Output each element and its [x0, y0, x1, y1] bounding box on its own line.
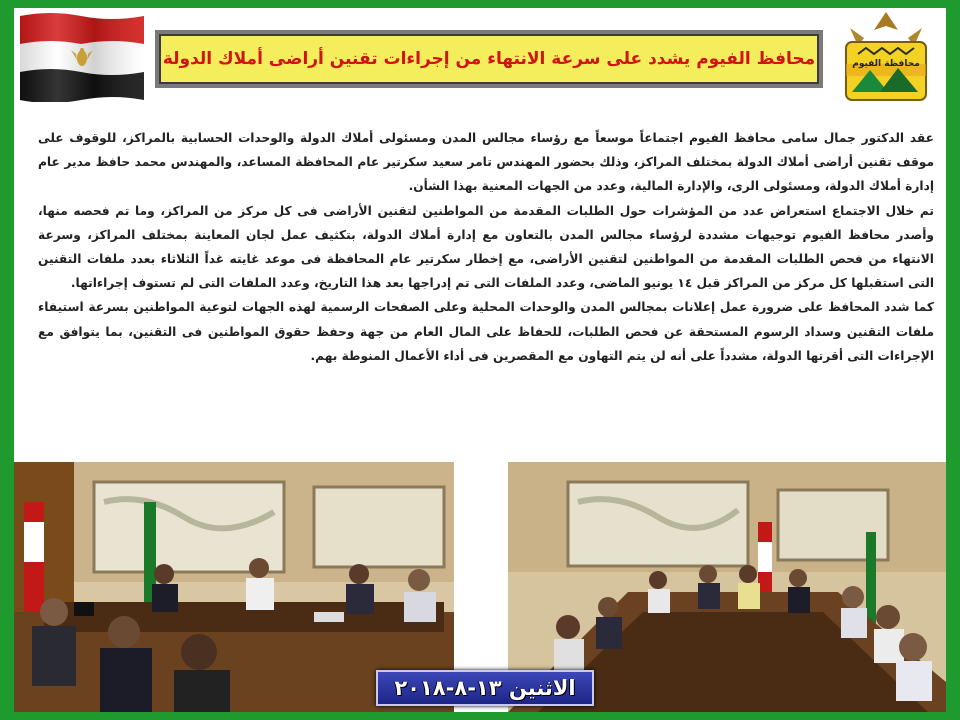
page-frame: [14, 8, 946, 712]
date-label: الاثنين ١٣-٨-٢٠١٨: [394, 676, 576, 700]
headline-banner: [155, 30, 823, 88]
logo-lettering: محافظة الفيوم: [852, 59, 920, 69]
article-body: [38, 126, 934, 368]
fayoum-governorate-logo: [830, 8, 942, 108]
date-banner: [376, 670, 594, 706]
paragraph-1: عقد الدكتور جمال سامى محافظ الفيوم اجتماعاً موسعاً مع رؤساء مجالس المدن ومسئولى أملاك الدولة والوحدات الحسابية بالمراكز، للوقوف على موقف تقنين أراضى أملاك الدولة بمختلف المراكز، وذلك بحضور المهندس تامر سعيد سكرتير عام المحافظة المساعد، والمهندس محمد حافظ مدير عام إدارة أملاك الدولة، ومسئولى الرى، والإدارة المالية، وعدد من الجهات المعنية بهذا الشأن.: [38, 131, 934, 194]
headline-inner: [159, 34, 819, 84]
paragraph-3: كما شدد المحافظ على ضرورة عمل إعلانات بمجالس المدن والوحدات المحلية وعلى الصفحات الرسمية لهذه الجهات لتوعية المواطنين بسرعة استيفاء ملفات التقنين وسداد الرسوم المستحقة عن فحص الطلبات، للحفاظ على المال العام من جهة وحفظ حقوق المواطنين فى التقنين، بما يتوافق مع الإجراءات التى أقرتها الدولة، مشدداً على أنه لن يتم التهاون مع المقصرين فى أداء الأعمال المنوطة بهم.: [38, 300, 934, 363]
paragraph-2: تم خلال الاجتماع استعراض عدد من المؤشرات حول الطلبات المقدمة من المواطنين لتقنين الأراضى فى كل مركز من المراكز، وما تم فحصه منها، وأصدر محافظ الفيوم توجيهات مشددة لرؤساء مجالس المدن بالتعاون مع إدارة أملاك الدولة، بتكثيف عمل لجان المعاينة بمختلف المراكز، وسرعة الانتهاء من فحص الطلبات المقدمة من المواطنين لتقنين الأراضى، مع إخطار سكرتير عام المحافظة فى موعد غايته غداً الثلاثاء بعدد ملفات التقنين التى استقبلها كل مركز من المراكز قبل ١٤ يونيو الماضى، وعدد الملفات التى تم إدراجها بعد هذا التاريخ، وعدد الملفات التى لم تستوف إجراءاتها.: [38, 203, 934, 291]
headline-title: محافظ الفيوم يشدد على سرعة الانتهاء من إجراءات تقنين أراضى أملاك الدولة: [162, 49, 816, 69]
egypt-flag: [16, 10, 146, 102]
